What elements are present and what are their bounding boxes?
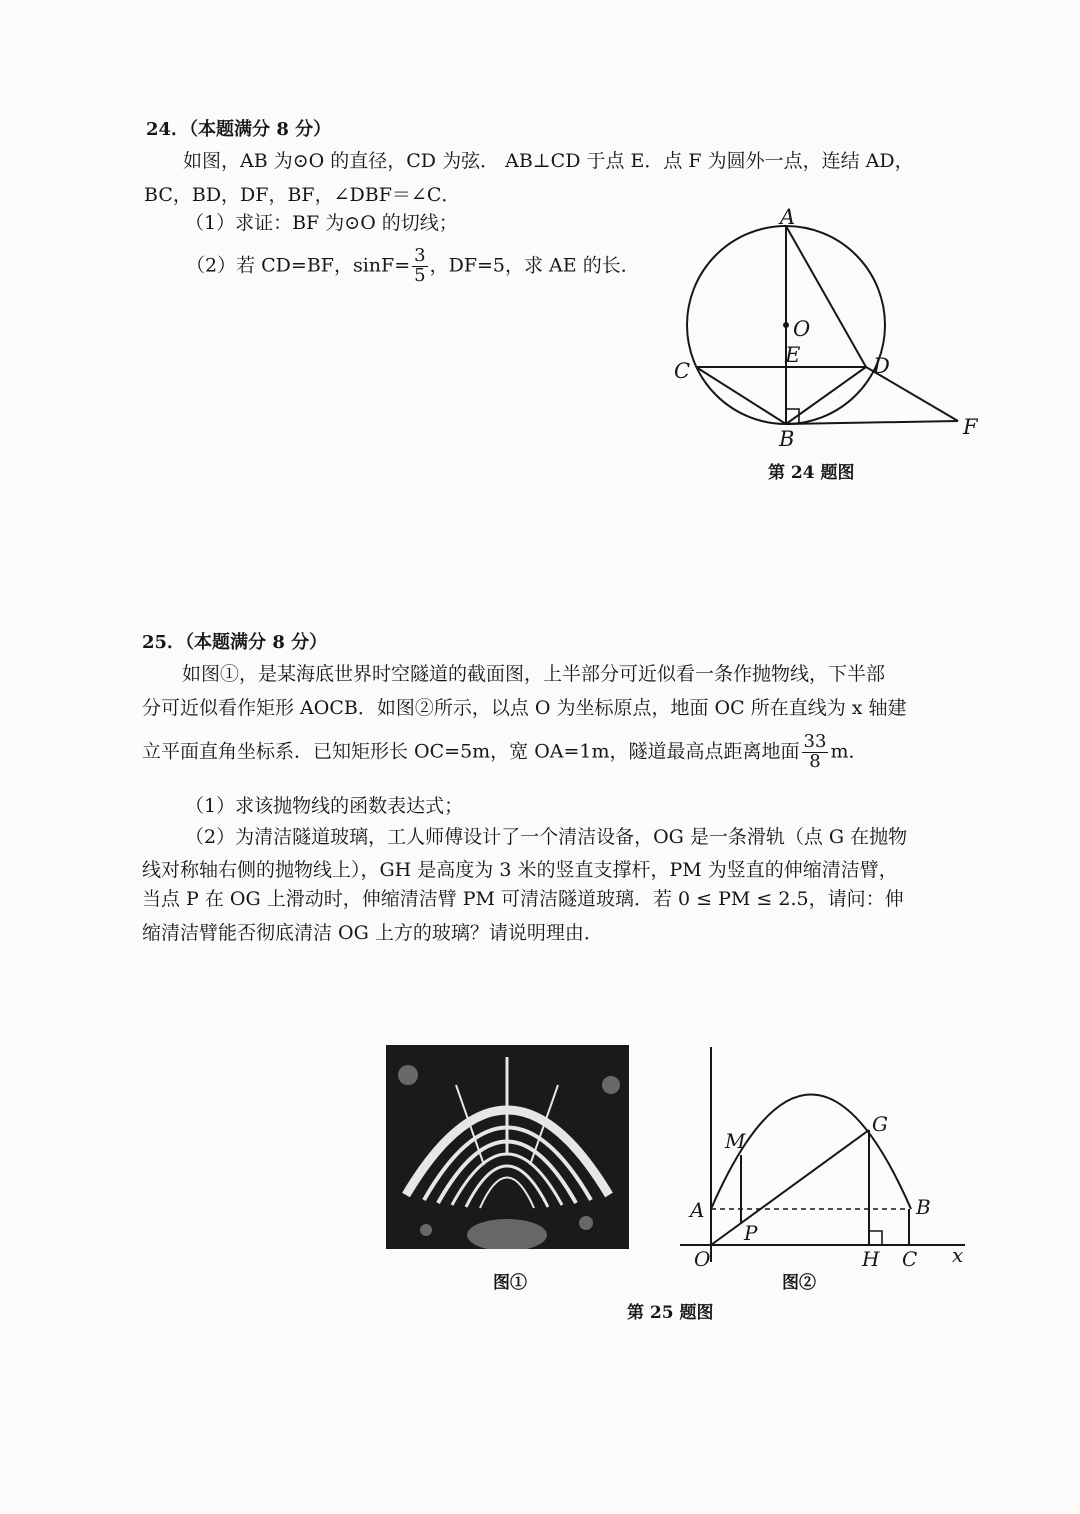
center-dot — [783, 322, 789, 328]
q24-line2: BC，BD，DF，BF，∠DBF＝∠C． — [144, 184, 461, 206]
q24-part1: （1）求证：BF 为⊙O 的切线； — [185, 212, 458, 234]
q24-part2-suffix: ，DF=5，求 AE 的长． — [429, 254, 640, 277]
label-x: x — [952, 1243, 964, 1267]
q25-part1: （1）求该抛物线的函数表达式； — [185, 795, 464, 817]
label-o: O — [793, 317, 811, 341]
q24-part2 — [186, 247, 640, 286]
label-a: A — [690, 1198, 705, 1222]
q24-figure-caption: 第 24 题图 — [768, 463, 855, 483]
fraction-denominator: 8 — [809, 750, 821, 772]
fraction-denominator: 5 — [414, 264, 426, 286]
fig1-caption: 图① — [493, 1273, 527, 1293]
label-b: B — [779, 427, 795, 450]
q25-line3 — [142, 733, 867, 772]
q24-part2-prefix: （2）若 CD=BF，sinF= — [186, 254, 411, 277]
fraction-numerator: 33 — [803, 731, 827, 752]
q25-line2: 分可近似看作矩形 AOCB．如图②所示，以点 O 为坐标原点，地面 OC 所在直线为 x 轴建 — [142, 697, 907, 719]
label-c: C — [674, 359, 691, 383]
q24-figure — [660, 200, 1000, 450]
q25-height-fraction — [802, 733, 829, 772]
q25-part2-line1: （2）为清洁隧道玻璃，工人师傅设计了一个清洁设备，OG 是一条滑轨（点 G 在抛物 — [185, 826, 908, 848]
label-g: G — [872, 1112, 888, 1136]
q24-part2-fraction — [412, 247, 427, 286]
q25-part2-line3: 当点 P 在 OG 上滑动时，伸缩清洁臂 PM 可清洁隧道玻璃．若 0 ≤ PM ≤ 2.5，请问：伸 — [142, 888, 904, 910]
q24-line1: 如图，AB 为⊙O 的直径，CD 为弦． AB⊥CD 于点 E．点 F 为圆外一点，连结 AD， — [183, 150, 914, 172]
fig2-caption: 图② — [782, 1273, 816, 1293]
label-d: D — [873, 354, 890, 378]
right-angle-mark — [869, 1231, 882, 1245]
q25-figure-coordinate — [670, 1040, 980, 1280]
tunnel-photo-icon — [386, 1045, 629, 1249]
label-e: E — [785, 343, 801, 367]
q25-part2-line2: 线对称轴右侧的抛物线上），GH 是高度为 3 米的竖直支撑杆，PM 为竖直的伸缩清洁臂， — [142, 859, 898, 881]
segment-bc — [696, 367, 786, 424]
q25-header: 25．（本题满分 8 分） — [142, 632, 328, 653]
q25-figure-caption: 第 25 题图 — [627, 1303, 714, 1323]
q25-line1: 如图①，是某海底世界时空隧道的截面图，上半部分可近似看一条作抛物线，下半部 — [182, 663, 886, 685]
label-f: F — [963, 415, 978, 439]
label-m: M — [725, 1129, 746, 1153]
fraction-numerator: 3 — [414, 245, 426, 266]
q24-header: 24．（本题满分 8 分） — [146, 119, 332, 140]
q25-part2-line4: 缩清洁臂能否彻底清洁 OG 上方的玻璃？请说明理由． — [142, 922, 603, 944]
q25-line3-suffix: m． — [830, 740, 868, 763]
q25-line3-prefix: 立平面直角坐标系．已知矩形长 OC=5m，宽 OA=1m，隧道最高点距离地面 — [142, 740, 800, 763]
label-c: C — [902, 1247, 918, 1271]
label-b: B — [916, 1195, 931, 1219]
label-h: H — [862, 1247, 880, 1271]
label-p: P — [744, 1221, 758, 1245]
label-o: O — [694, 1247, 711, 1271]
label-a: A — [780, 205, 796, 229]
